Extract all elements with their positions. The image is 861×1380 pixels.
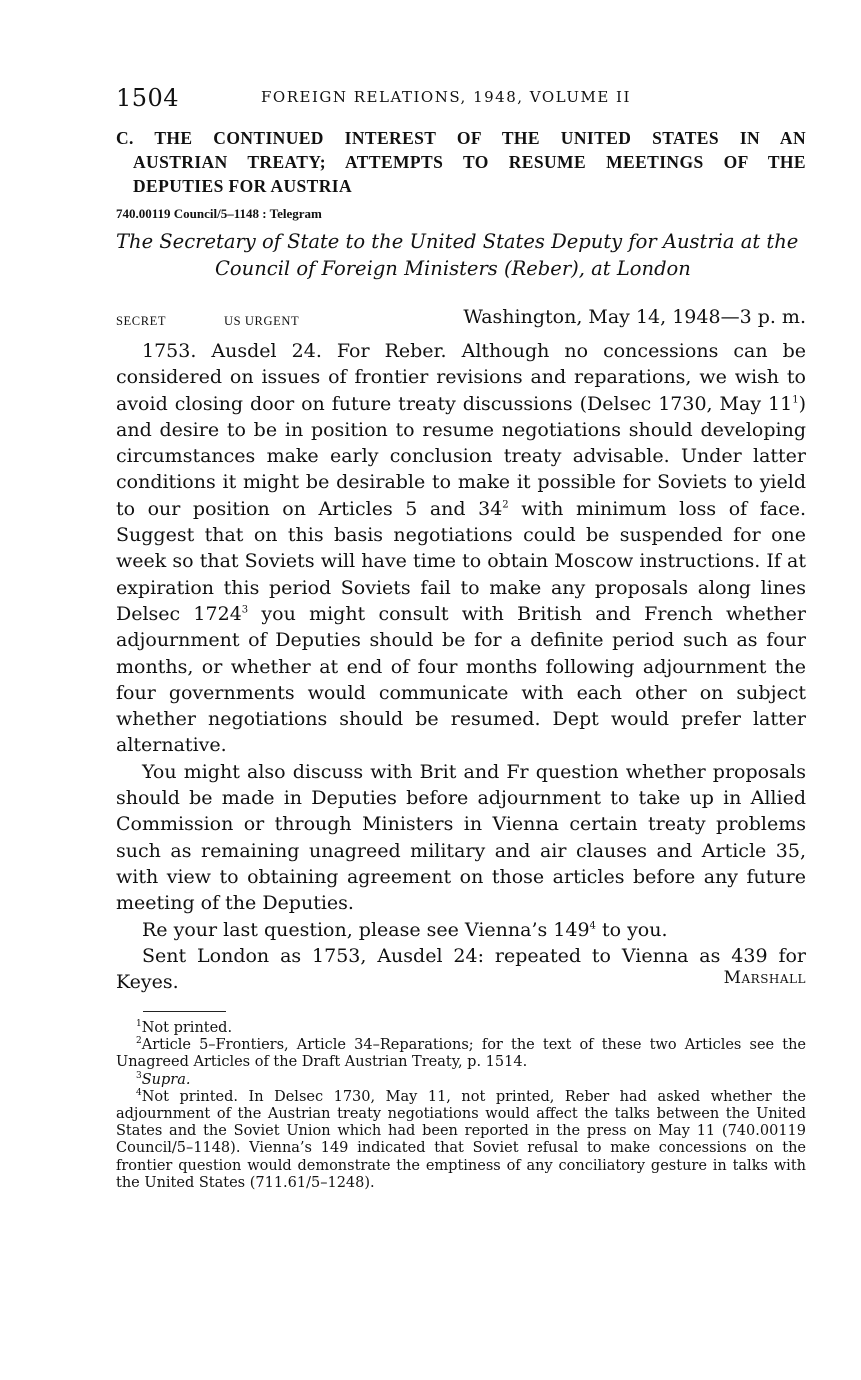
footnote-text: Supra. bbox=[141, 1071, 191, 1088]
body-paragraph-2: You might also discuss with Brit and Fr question whether proposals should be made in Deputies before adjournment to take up in Allied Commission or through Ministers in Vienna certain treaty problems such as remaining unagreed military and air clauses and Article 35, with view to obtaining agreement on those articles before any future meeting of the Deputies. bbox=[116, 760, 806, 915]
footnote-text: Not printed. In Delsec 1730, May 11, not printed, Reber had asked whether the adjournment of the Austrian treaty negotiations would affect the talks between the United States and the Soviet Union which had been reported in the press on May 11 (740.00119 Council/5–1148). Vienna’s 149 indicated that Soviet refusal to make concessions on the frontier question would demonstrate the emptiness of any conciliatory gesture in talks with the United States (711.61/5–1248). bbox=[116, 1088, 806, 1191]
section-heading bbox=[116, 126, 806, 198]
footnote-ref-4: 4 bbox=[589, 920, 596, 932]
section-heading-line-3: DEPUTIES FOR AUSTRIA bbox=[133, 176, 353, 196]
signature: Marshall bbox=[723, 968, 806, 988]
place-and-date: Washington, May 14, 1948—3 p. m. bbox=[463, 306, 806, 328]
footnote-ref-2: 2 bbox=[502, 499, 509, 511]
footnote-marker: 1 bbox=[136, 1019, 142, 1030]
body-paragraph-1 bbox=[116, 338, 806, 759]
telegram-body bbox=[116, 338, 806, 995]
footnote-ref-3: 3 bbox=[241, 604, 249, 616]
page-number: 1504 bbox=[116, 84, 180, 112]
body-text-segment: to you. bbox=[595, 918, 668, 941]
document-title bbox=[116, 228, 806, 282]
footnote-3 bbox=[116, 1072, 806, 1089]
footnotes bbox=[116, 1020, 806, 1192]
footnote-ref-1: 1 bbox=[792, 394, 799, 406]
running-head: FOREIGN RELATIONS, 1948, VOLUME II bbox=[261, 88, 631, 106]
body-text-segment: with minimum loss of face. Suggest that on this basis negotiations could be suspended for one week so that Soviets will have time to obtain Moscow instructions. If at expiration this period Soviets fail to make any proposals along lines Delsec 1724 bbox=[116, 497, 807, 625]
body-text-segment: you might consult with British and French whether adjournment of Deputies should be for a definite period such as four months, or whether at end of four months following adjournment the four governments would communicate with each other on subject whether negotiations should be resumed. Dept would prefer latter alternative. bbox=[116, 602, 806, 757]
footnote-4 bbox=[116, 1089, 806, 1192]
footnote-marker: 4 bbox=[136, 1087, 142, 1098]
body-paragraph-3 bbox=[116, 917, 806, 943]
footnote-marker: 3 bbox=[136, 1070, 142, 1081]
urgency-label: US URGENT bbox=[224, 314, 300, 328]
footnote-marker: 2 bbox=[136, 1036, 142, 1047]
footnote-divider bbox=[143, 1011, 226, 1012]
page-header bbox=[116, 84, 806, 114]
footnote-2 bbox=[116, 1037, 806, 1071]
footnote-text: Not printed. bbox=[141, 1020, 233, 1036]
footnote-text: Article 5–Frontiers, Article 34–Reparations; for the text of these two Articles see the Unagreed Articles of the Draft Austrian Treaty, p. 1514. bbox=[116, 1037, 806, 1071]
document-title-line-1: The Secretary of State to the United States Deputy for Austria at the bbox=[116, 230, 799, 253]
body-text-segment: ) and desire to be in position to resume negotiations should developing circumstances make early conclusion treaty advisable. Under latter conditions it might be desirable to make it possible for Soviets to yield to our position on Articles 5 and 34 bbox=[116, 392, 806, 520]
body-text-segment: Re your last question, please see Vienna’s 149 bbox=[142, 918, 590, 941]
document-title-line-2: Council of Foreign Ministers (Reber), at London bbox=[215, 257, 691, 280]
file-reference: 740.00119 Council/5–1148 : Telegram bbox=[116, 206, 322, 221]
footnote-1 bbox=[116, 1020, 806, 1037]
dateline bbox=[116, 306, 806, 334]
section-heading-line-1: C. THE CONTINUED INTEREST OF THE UNITED STATES IN AN bbox=[116, 128, 806, 148]
body-text-segment: 1753. Ausdel 24. For Reber. Although no concessions can be considered on issues of frontier revisions and reparations, we wish to avoid closing door on future treaty discussions (Delsec 1730, May 11 bbox=[116, 340, 806, 415]
classification-label: SECRET bbox=[116, 314, 167, 328]
body-paragraph-4: Sent London as 1753, Ausdel 24: repeated to Vienna as 439 for Keyes. bbox=[116, 944, 806, 994]
section-heading-line-2: AUSTRIAN TREATY; ATTEMPTS TO RESUME MEETINGS OF THE bbox=[133, 152, 806, 172]
